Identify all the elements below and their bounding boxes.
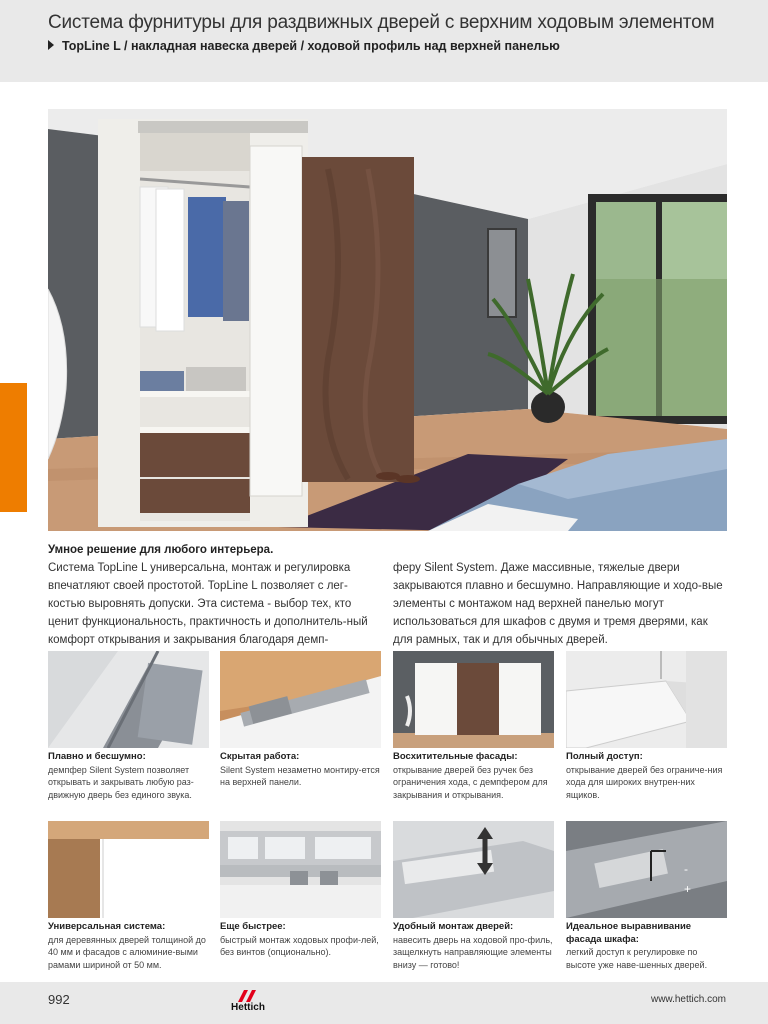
photo-height-adjustment: [566, 821, 727, 918]
feature-title: Универсальная система:: [48, 921, 166, 932]
feature-title: Удобный монтаж дверей:: [393, 921, 514, 932]
feature-text: быстрый монтаж ходовых профи-лей, без винтов (опционально).: [220, 934, 379, 957]
section-tab-marker: [0, 383, 27, 512]
feature-title: Восхитительные фасады:: [393, 751, 518, 762]
feature-title: Идеальное выравнивание фасада шкафа:: [566, 921, 692, 945]
feature-caption-8: [566, 921, 729, 971]
photo-hidden-mechanism: [220, 651, 381, 748]
page-footer: [0, 982, 768, 1024]
page-title: Система фурнитуры для раздвижных дверей с верхним ходовым элементом: [48, 12, 715, 33]
photo-door-mounting: [393, 821, 554, 918]
feature-caption-7: [393, 921, 556, 971]
feature-text: для деревянных дверей толщиной до 40 мм и фасадов с алюминие-выми рамами шириной от 50 мм.: [48, 934, 206, 970]
intro-column-left: [48, 541, 378, 649]
photo-running-profile: [220, 821, 381, 918]
intro-right-text: феру Silent System. Даже массивные, тяжелые двери закрываются плавно и бесшумно. Направляющие и ходо-вые элементы с монтажом над верхней панелью могут использоваться для шкафов с двумя и тремя дверями, как для рамных, так и для обычных дверей.: [393, 562, 723, 646]
page-header: [0, 0, 768, 82]
photo-full-access-drawer: [566, 651, 727, 748]
feature-caption-2: [220, 751, 383, 789]
photo-handleless-fronts: [393, 651, 554, 748]
feature-title: Еще быстрее:: [220, 921, 286, 932]
brand-wordmark: Hettich: [231, 1002, 265, 1013]
feature-text: демпфер Silent System позволяет открывать и закрывать любую раз-движную дверь без единого звука.: [48, 764, 194, 800]
hero-illustration: [48, 109, 727, 531]
feature-title: Плавно и бесшумно:: [48, 751, 146, 762]
page-number: 992: [48, 992, 70, 1007]
feature-title: Полный доступ:: [566, 751, 643, 762]
hettich-logo: [228, 990, 268, 1016]
page-subtitle: [48, 39, 560, 53]
feature-caption-4: [566, 751, 729, 801]
hettich-logo-icon: [236, 990, 260, 1002]
feature-caption-6: [220, 921, 383, 959]
feature-text: навесить дверь на ходовой про-филь, защелкнуть направляющие элементы внизу — готово!: [393, 934, 553, 970]
feature-caption-5: [48, 921, 211, 971]
triangle-bullet-icon: [48, 40, 54, 50]
feature-text: открывание дверей без ограниче-ния хода для широких внутрен-них ящиков.: [566, 764, 723, 800]
svg-text:-: -: [684, 862, 688, 876]
website-url[interactable]: www.hettich.com: [650, 994, 726, 1005]
photo-universal-door-edge: [48, 821, 209, 918]
feature-text: Silent System незаметно монтиру-ется на верхней панели.: [220, 764, 380, 787]
feature-caption-3: [393, 751, 556, 801]
feature-title: Скрытая работа:: [220, 751, 300, 762]
intro-lead: Умное решение для любого интерьера.: [48, 544, 274, 556]
intro-column-right: [393, 559, 728, 649]
feature-text: легкий доступ к регулировке по высоте уже наве-шенных дверей.: [566, 947, 708, 970]
svg-text:+: +: [684, 882, 692, 896]
subtitle-text: TopLine L / накладная навеска дверей / ходовой профиль над верхней панелью: [62, 39, 560, 53]
feature-text: открывание дверей без ручек без ограничения хода, с демпфером для закрывания и открывания.: [393, 764, 548, 800]
hero-photo-wardrobe: [48, 109, 727, 531]
intro-left-text: Система TopLine L универсальна, монтаж и регулировка впечатляют своей простотой. TopLine L позволяет с лег-костью выровнять допуски. Эта система - выбор тех, кто ценит функциональность, практичность и дополнитель-ный комфорт открывания и закрывания благодаря демп-: [48, 562, 368, 646]
feature-caption-1: [48, 751, 211, 801]
photo-silent-damper: [48, 651, 209, 748]
